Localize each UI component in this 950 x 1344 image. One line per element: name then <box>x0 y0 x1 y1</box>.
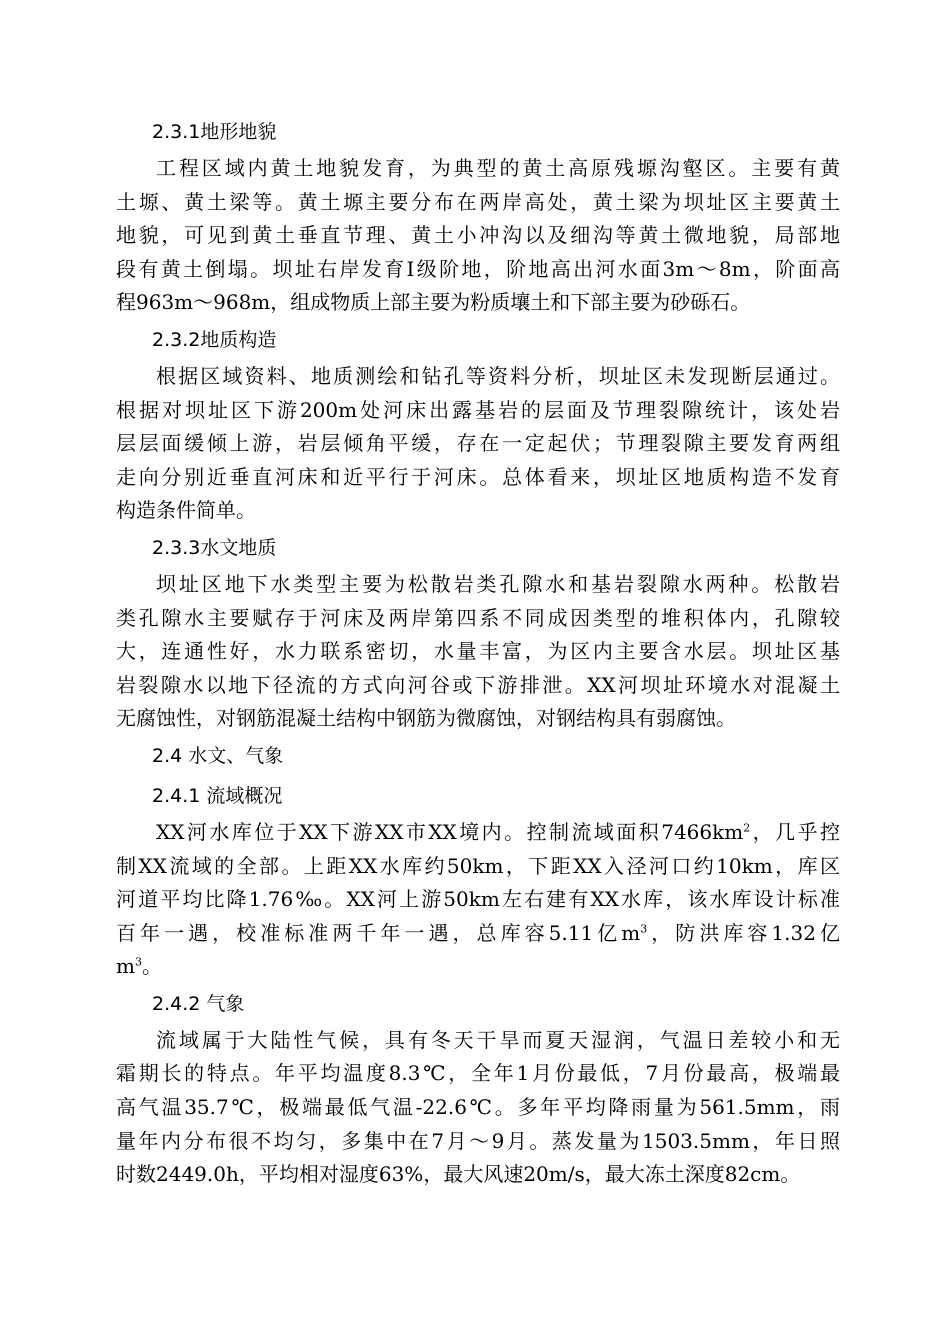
section-heading-2-4-2: 2.4.2 气象 <box>152 992 245 1015</box>
text-fragment: XX河水库位于XX下游XX市XX境内。控制流域面积7466km <box>156 819 744 844</box>
text-line: 时数2449.0h，平均相对湿度63%，最大风速20m/s，最大冻土深度82cm。 <box>116 1162 801 1187</box>
text-fragment: ，防洪库容1.32亿 <box>647 920 841 945</box>
paragraph-terrain <box>116 152 840 320</box>
text-line: 高气温35.7℃，极端最低气温-22.6℃。多年平均降雨量为561.5mm，雨 <box>116 1095 840 1120</box>
text-line: 根据对坝址区下游200m处河床出露基岩的层面及节理裂隙统计，该处岩 <box>116 397 840 422</box>
paragraph-hydrogeology <box>116 568 840 736</box>
document-body <box>116 112 840 1192</box>
superscript: 3 <box>134 955 142 969</box>
text-line: 量年内分布很不均匀，多集中在7月～9月。蒸发量为1503.5mm，年日照 <box>116 1128 840 1153</box>
section-heading-2-3-1: 2.3.1地形地貌 <box>152 121 277 143</box>
text-line: 霜期长的特点。年平均温度8.3℃，全年1月份最低，7月份最高，极端最 <box>116 1061 840 1086</box>
text-line: 走向分别近垂直河床和近平行于河床。总体看来，坝址区地质构造不发育 <box>116 464 840 489</box>
section-heading-2-3-3: 2.3.3水文地质 <box>152 536 277 559</box>
superscript: 3 <box>640 922 648 936</box>
text-line: 段有黄土倒塌。坝址右岸发育Ⅰ级阶地，阶地高出河水面3m～8m，阶面高 <box>116 256 840 281</box>
text-fragment: m <box>116 954 135 979</box>
text-line: 地貌，可见到黄土垂直节理、黄土小冲沟以及细沟等黄土微地貌，局部地 <box>116 223 840 248</box>
section-heading-2-4: 2.4 水文、气象 <box>152 744 284 767</box>
text-fragment: 。 <box>141 954 162 979</box>
superscript: 2 <box>743 821 751 835</box>
text-line: 流域属于大陆性气候，具有冬天干旱而夏天湿润，气温日差较小和无 <box>156 1027 840 1052</box>
text-fragment: ，几乎控 <box>750 819 841 844</box>
text-fragment: 百年一遇，校准标准两千年一遇，总库容5.11亿m <box>116 920 641 945</box>
text-line: 大，连通性好，水力联系密切，水量丰富，为区内主要含水层。坝址区基 <box>116 639 840 664</box>
section-heading-2-4-1: 2.4.1 流域概况 <box>152 784 283 807</box>
text-line: 岩裂隙水以地下径流的方式向河谷或下游排泄。XX河坝址环境水对混凝土 <box>116 672 840 697</box>
text-line: 根据区域资料、地质测绘和钻孔等资料分析，坝址区未发现断层通过。 <box>156 363 840 388</box>
text-line: 程963m～968m，组成物质上部主要为粉质壤土和下部主要为砂砾石。 <box>116 290 751 315</box>
paragraph-basin-overview <box>116 816 840 984</box>
text-line: 制XX流域的全部。上距XX水库约50km，下距XX入泾河口约10km，库区 <box>116 853 840 878</box>
text-line: 土塬、黄土梁等。黄土塬主要分布在两岸高处，黄土梁为坝址区主要黄土 <box>116 189 840 214</box>
text-line: 坝址区地下水类型主要为松散岩类孔隙水和基岩裂隙水两种。松散岩 <box>156 571 840 596</box>
paragraph-climate <box>116 1024 840 1192</box>
text-line <box>116 950 840 984</box>
text-line: 层层面缓倾上游，岩层倾角平缓，存在一定起伏；节理裂隙主要发育两组 <box>116 431 840 456</box>
text-line: 工程区域内黄土地貌发育，为典型的黄土高原残塬沟壑区。主要有黄 <box>156 156 840 180</box>
text-line <box>116 816 840 850</box>
text-line <box>116 917 840 951</box>
text-line: 构造条件简单。 <box>116 498 256 523</box>
text-line: 无腐蚀性，对钢筋混凝土结构中钢筋为微腐蚀，对钢结构具有弱腐蚀。 <box>116 706 736 731</box>
text-line: 河道平均比降1.76‰。XX河上游50km左右建有XX水库，该水库设计标准 <box>116 887 840 912</box>
text-line: 类孔隙水主要赋存于河床及两岸第四系不同成因类型的堆积体内，孔隙较 <box>116 605 840 630</box>
section-heading-2-3-2: 2.3.2地质构造 <box>152 328 277 351</box>
paragraph-geology <box>116 360 840 528</box>
